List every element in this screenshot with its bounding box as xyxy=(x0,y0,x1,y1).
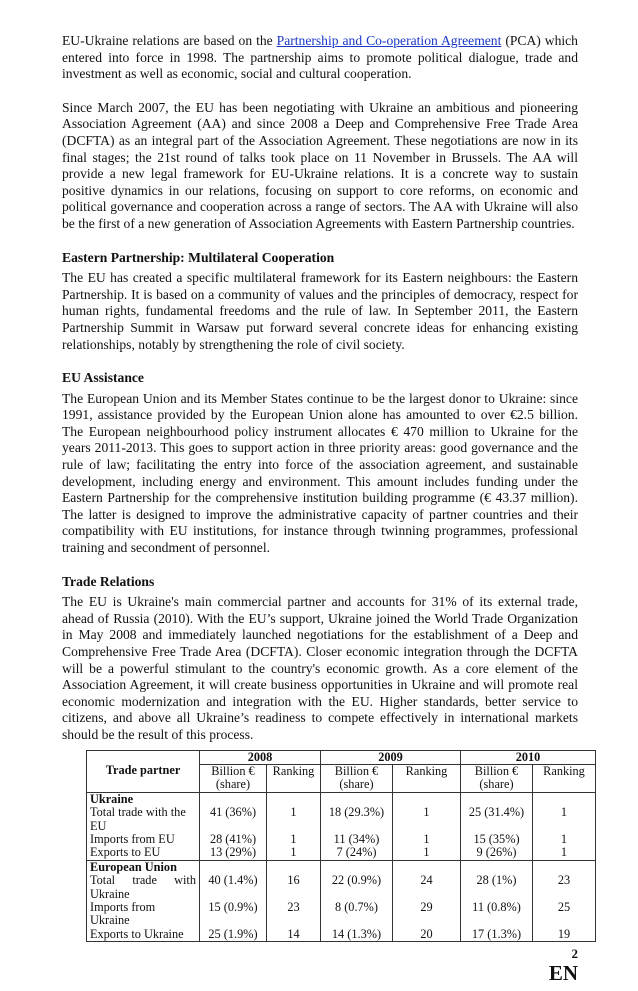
header-year: 2009 xyxy=(321,750,461,764)
value-unit: Billion € xyxy=(474,763,519,778)
value-cell: 13 (29%) xyxy=(200,846,267,860)
ranking-cell: 25 xyxy=(533,901,596,928)
share-label: (share) xyxy=(479,777,514,792)
empty-cell xyxy=(461,792,533,806)
row-label: Total trade with the EU xyxy=(87,806,200,833)
empty-cell xyxy=(267,860,321,874)
value-cell: 7 (24%) xyxy=(321,846,393,860)
value-cell: 25 (31.4%) xyxy=(461,806,533,833)
value-cell: 9 (26%) xyxy=(461,846,533,860)
empty-cell xyxy=(393,860,461,874)
value-cell: 14 (1.3%) xyxy=(321,928,393,942)
empty-cell xyxy=(533,860,596,874)
ranking-cell: 1 xyxy=(533,806,596,833)
row-label: Exports to EU xyxy=(87,846,200,860)
trade-table xyxy=(86,750,596,943)
value-cell: 28 (1%) xyxy=(461,874,533,901)
ranking-cell: 20 xyxy=(393,928,461,942)
empty-cell xyxy=(393,792,461,806)
text: EU-Ukraine relations are based on the xyxy=(62,33,277,48)
value-cell: 8 (0.7%) xyxy=(321,901,393,928)
ranking-cell: 29 xyxy=(393,901,461,928)
subheader-value xyxy=(200,764,267,792)
empty-cell xyxy=(200,792,267,806)
ranking-cell: 23 xyxy=(533,874,596,901)
value-cell: 17 (1.3%) xyxy=(461,928,533,942)
table-row xyxy=(87,901,596,928)
subheader-ranking: Ranking xyxy=(533,764,596,792)
value-cell: 11 (0.8%) xyxy=(461,901,533,928)
ranking-cell: 1 xyxy=(267,833,321,846)
table-row xyxy=(87,833,596,846)
ranking-cell: 1 xyxy=(533,846,596,860)
empty-cell xyxy=(533,792,596,806)
table-row xyxy=(87,846,596,860)
table-row xyxy=(87,928,596,942)
paragraph-pca xyxy=(62,33,578,83)
ranking-cell: 16 xyxy=(267,874,321,901)
value-cell: 15 (35%) xyxy=(461,833,533,846)
ranking-cell: 1 xyxy=(267,846,321,860)
ranking-cell: 23 xyxy=(267,901,321,928)
value-cell: 28 (41%) xyxy=(200,833,267,846)
ranking-cell: 1 xyxy=(393,833,461,846)
empty-cell xyxy=(321,792,393,806)
empty-cell xyxy=(267,792,321,806)
ranking-cell: 24 xyxy=(393,874,461,901)
empty-cell xyxy=(321,860,393,874)
heading-eastern-partnership: Eastern Partnership: Multilateral Cooperation xyxy=(62,249,335,265)
share-label: (share) xyxy=(215,777,251,792)
value-cell: 40 (1.4%) xyxy=(200,874,267,901)
value-cell: 11 (34%) xyxy=(321,833,393,846)
value-unit: Billion € xyxy=(334,763,379,778)
row-label: Imports from EU xyxy=(87,833,200,846)
page-number: 2 xyxy=(571,946,578,962)
share-label: (share) xyxy=(339,777,374,792)
ranking-cell: 19 xyxy=(533,928,596,942)
row-label: Total trade with Ukraine xyxy=(87,874,200,901)
page-footer xyxy=(0,942,578,991)
header-year: 2008 xyxy=(200,750,321,764)
value-cell: 25 (1.9%) xyxy=(200,928,267,942)
ranking-cell: 1 xyxy=(393,806,461,833)
empty-cell xyxy=(200,860,267,874)
ranking-cell: 1 xyxy=(393,846,461,860)
heading-trade-relations: Trade Relations xyxy=(62,573,155,589)
ranking-cell: 1 xyxy=(533,833,596,846)
table-row xyxy=(87,806,596,833)
row-label: Exports to Ukraine xyxy=(87,928,200,942)
value-cell: 15 (0.9%) xyxy=(200,901,267,928)
header-year: 2010 xyxy=(461,750,596,764)
table-row xyxy=(87,874,596,901)
subheader-value xyxy=(461,764,533,792)
value-cell: 22 (0.9%) xyxy=(321,874,393,901)
ranking-cell: 14 xyxy=(267,928,321,942)
section-title: Ukraine xyxy=(87,792,200,806)
subheader-ranking: Ranking xyxy=(267,764,321,792)
heading-eu-assistance: EU Assistance xyxy=(62,370,144,386)
subheader-value xyxy=(321,764,393,792)
language-code: EN xyxy=(548,961,578,986)
paragraph-eu-assistance: The European Union and its Member States continue to be the largest donor to Ukraine: since 1991, assistance provided by the European Union alone has amounted to over €2.5 billion. The European neighbourhood policy instrument allocates € 470 million to Ukraine for the years 2011-2013. This goes to support action in three priority areas: good governance and the rule of law; facilitating the entry into force of the association agreement, and sustainable development, including energy and environment. This amount includes funding under the Eastern Partnership for the comprehensive institution building programme (€ 43.37 million). The latter is designed to improve the administrative capacity of partner countries and their compatibility with EU institutions, for instance through twinning programmes, professional training and secondment of personnel. xyxy=(62,390,578,556)
value-cell: 41 (36%) xyxy=(200,806,267,833)
value-cell: 18 (29.3%) xyxy=(321,806,393,833)
pca-link[interactable]: Partnership and Co-operation Agreement xyxy=(276,33,502,48)
text: (PCA) which entered into force in 1998. The partnership aims to promote political dialogue, trade and investment as well as economic, social and cultural cooperation. xyxy=(62,33,578,82)
document-body xyxy=(62,0,585,942)
ranking-cell: 1 xyxy=(267,806,321,833)
paragraph-eastern-partnership: The EU has created a specific multilateral framework for its Eastern neighbours: the Eastern Partnership. It is based on a community of values and the principles of democracy, respect for human rights, fundamental freedoms and the rule of law. In September 2011, the Eastern Partnership Summit in Warsaw put forward several concrete ideas for enhancing existing relationships, notably by strengthening the role of civil society. xyxy=(62,270,578,352)
paragraph-association-agreement: Since March 2007, the EU has been negotiating with Ukraine an ambitious and pioneering Association Agreement (AA) and since 2008 a Deep and Comprehensive Free Trade Area (DCFTA) as an integral part of the Association Agreement. These negotiations are now in its final stages; the 21st round of talks took place on 11 November in Brussels. The AA will provide a new legal framework for EU-Ukraine relations. It is a concrete way to sustain positive dynamics in our relations, focusing on support to core reforms, on economic and political governance and cooperation across a range of sectors. The AA with Ukraine will also be the first of a new generation of Association Agreements with Eastern Partnership countries. xyxy=(62,99,578,231)
empty-cell xyxy=(461,860,533,874)
section-title: European Union xyxy=(87,860,200,874)
row-label: Imports from Ukraine xyxy=(87,901,200,928)
header-trade-partner: Trade partner xyxy=(87,750,200,792)
subheader-ranking: Ranking xyxy=(393,764,461,792)
value-unit: Billion € xyxy=(211,763,255,778)
paragraph-trade-relations: The EU is Ukraine's main commercial partner and accounts for 31% of its external trade, ahead of Russia (2010). With the EU’s support, Ukraine joined the World Trade Organization in May 2008 and immediately launched negotiations for the establishment of a Deep and Comprehensive Free Trade Area (DCFTA). Closer economic integration through the DCFTA will be a powerful stimulant to the country's economic growth. As a core element of the Association Agreement, it will create business opportunities in Ukraine and will promote real economic modernization and integration with the EU. Higher standards, better service to citizens, and above all Ukraine’s readiness to compete effectively in international markets should be the result of this process. xyxy=(62,594,578,742)
